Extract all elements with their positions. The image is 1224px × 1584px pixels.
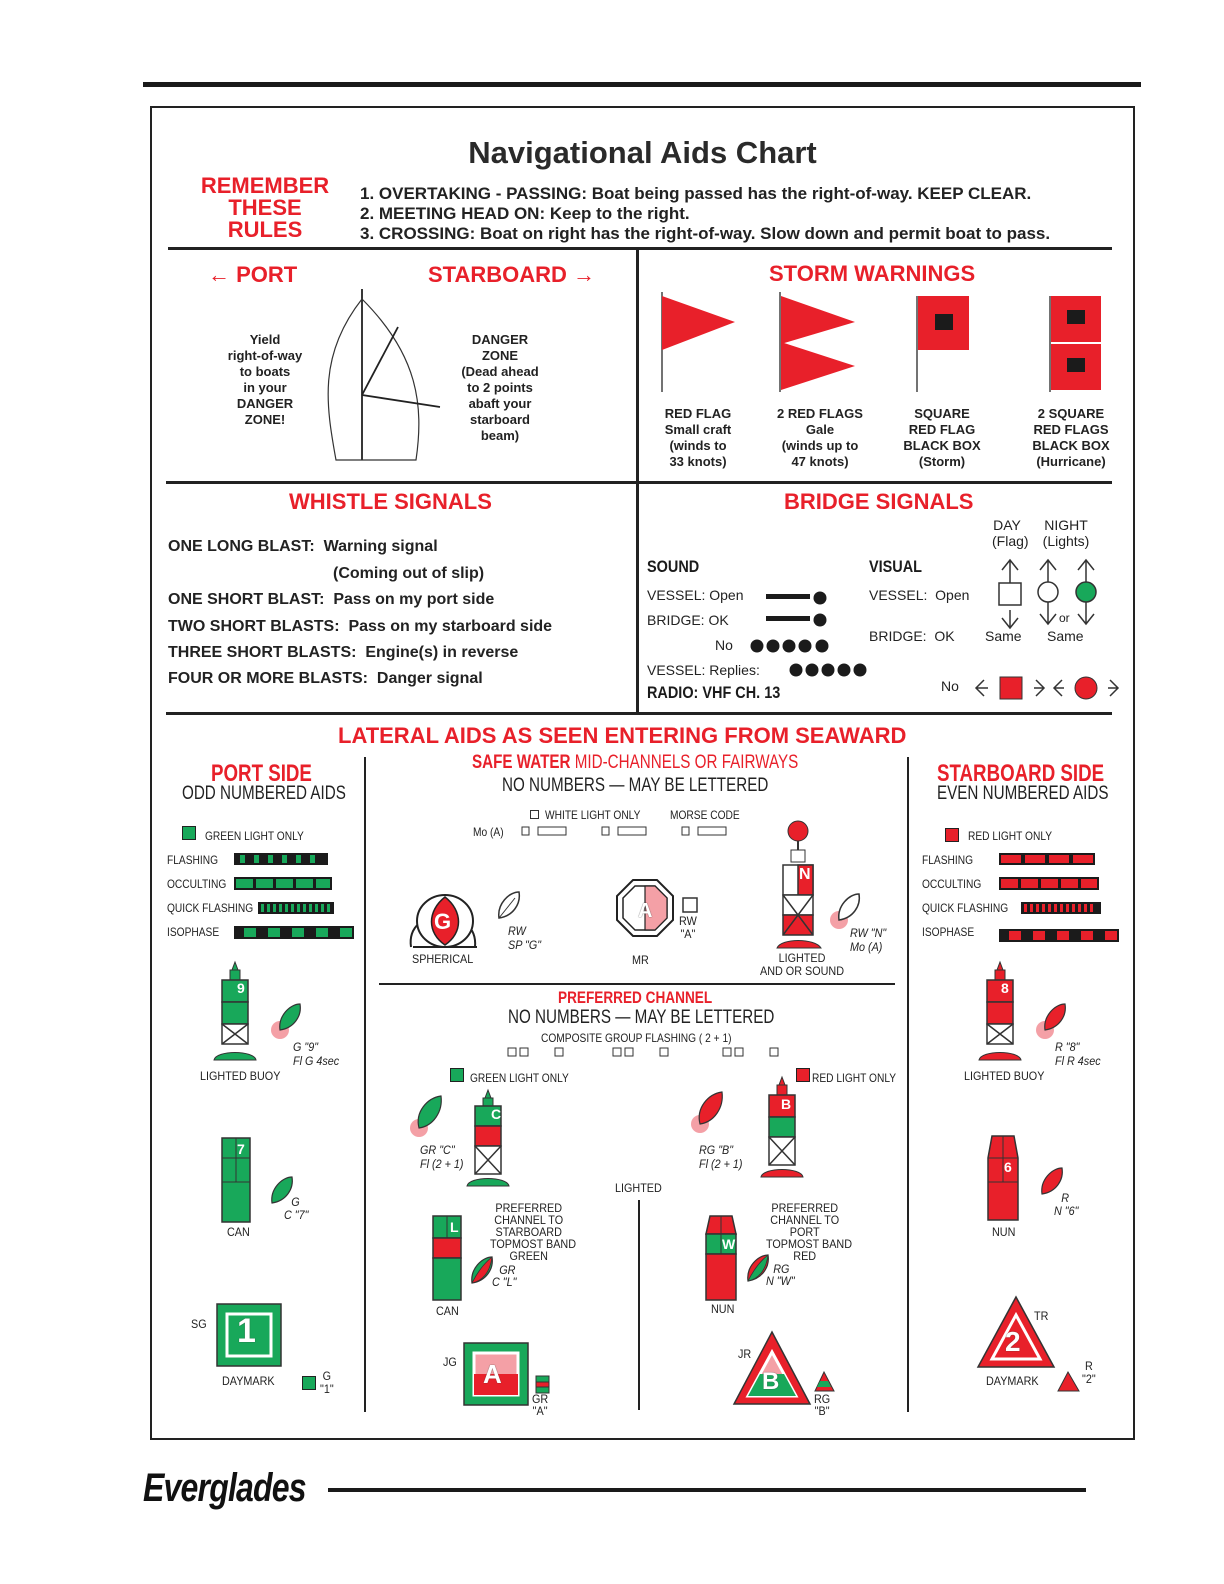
divider	[166, 481, 1112, 484]
red-mini-daymark-icon	[1057, 1371, 1081, 1393]
daymark-label: DAYMARK	[986, 1374, 1039, 1388]
r2-label	[1082, 1360, 1096, 1386]
caption-line: Small craft	[664, 422, 732, 437]
rwn-letter: N	[799, 866, 811, 883]
label-line: LIGHTED	[778, 951, 826, 965]
c7-letter: 7	[237, 1141, 245, 1157]
rw-n-label	[850, 926, 886, 954]
spherical-label: SPHERICAL	[412, 952, 474, 966]
label-line: PREFERRED	[495, 1201, 562, 1215]
label-line: "A"	[532, 1404, 548, 1418]
day-sub: (Flag)	[992, 533, 1029, 549]
label-line: GR "C"	[420, 1143, 455, 1157]
green-lighted-buoy-icon	[210, 960, 270, 1065]
top-rule	[143, 82, 1141, 87]
mr-label: MR	[632, 953, 649, 967]
storm-caption	[765, 406, 875, 470]
port-side-heading: PORT SIDE	[211, 760, 312, 787]
label-line: "1"	[320, 1382, 334, 1396]
vessel-open-label: VESSEL: Open	[647, 587, 744, 603]
note-line: starboard	[470, 412, 530, 427]
lighted-sound-buoy-icon	[775, 820, 855, 955]
divider	[364, 757, 366, 1412]
rhythm-label: ISOPHASE	[922, 925, 975, 939]
can-label: CAN	[227, 1225, 250, 1239]
visual-label: VISUAL	[869, 557, 922, 576]
label-line: C "7"	[284, 1208, 309, 1222]
mr-letter: A	[638, 900, 653, 922]
whistle-signal-row	[168, 644, 518, 662]
safe-water-bold: SAFE WATER	[472, 752, 571, 773]
footer-rule	[328, 1488, 1086, 1492]
note-line: beam)	[480, 428, 520, 443]
divider	[166, 712, 1112, 715]
label-line: RG "B"	[699, 1143, 734, 1157]
rhythm-label: OCCULTING	[167, 877, 227, 891]
signal-meaning: Warning signal	[323, 538, 438, 555]
nw-letter: W	[722, 1236, 736, 1252]
r8-letter: 8	[1001, 980, 1009, 996]
label-line: R	[1061, 1191, 1070, 1205]
label-line: "B"	[814, 1404, 830, 1418]
rhythm-label: ISOPHASE	[167, 925, 220, 939]
green-mini-daymark-icon	[302, 1376, 316, 1390]
pref-starboard-note	[490, 1201, 577, 1263]
daymark-label: DAYMARK	[222, 1374, 275, 1388]
starboard-side-sub: EVEN NUMBERED AIDS	[937, 783, 1109, 804]
whistle-signal-row	[168, 618, 552, 636]
port-label: PORT	[236, 262, 298, 287]
label-line: "A"	[680, 927, 696, 941]
rg-nun-buoy-icon	[703, 1214, 743, 1304]
label-line: Fl (2 + 1)	[699, 1157, 743, 1171]
vessel-word: VESSEL:	[869, 587, 928, 603]
grcl-label	[492, 1264, 516, 1288]
same-day-label: Same	[985, 628, 1022, 644]
composite-light-pattern	[505, 1046, 785, 1060]
two-square-red-flags-icon	[1050, 296, 1101, 392]
morse-light-pattern	[520, 825, 730, 839]
remember-line: RULES	[227, 217, 303, 242]
signal-meaning: Engine(s) in reverse	[365, 644, 519, 661]
label-line: GREEN	[509, 1249, 548, 1263]
safe-water-rest: MID-CHANNELS OR FAIRWAYS	[574, 752, 799, 773]
light-fixture-icon	[495, 890, 525, 922]
visual-no-label: No	[941, 678, 959, 694]
gra-label	[532, 1393, 548, 1417]
gc7-label	[284, 1196, 308, 1222]
storm-caption	[892, 406, 992, 470]
rhythm-label: FLASHING	[922, 853, 974, 867]
note-line: DANGER	[236, 396, 294, 411]
label-line: N "6"	[1054, 1204, 1079, 1218]
ok-word: OK	[934, 628, 955, 644]
label-line: G	[322, 1369, 332, 1383]
storm-caption	[1020, 406, 1122, 470]
danger-zone-note	[445, 332, 555, 444]
green-light-fixture-icon	[270, 1000, 310, 1040]
preferred-channel-heading: PREFERRED CHANNEL	[558, 988, 713, 1007]
label-line: TOPMOST BAND	[490, 1237, 577, 1251]
storm-warnings-heading: STORM WARNINGS	[769, 261, 976, 286]
red-light-icon	[1075, 677, 1097, 699]
caption-line: (Storm)	[918, 454, 966, 469]
lighted-buoy-label: LIGHTED BUOY	[200, 1069, 281, 1083]
radio-label: RADIO: VHF CH. 13	[647, 683, 781, 702]
signal-meaning: Pass on my port side	[333, 591, 495, 608]
rgnw-label	[766, 1263, 795, 1287]
note-line: in your	[243, 380, 287, 395]
square-red-flag-icon	[917, 296, 969, 392]
storm-flags	[655, 292, 1115, 402]
open-word: Open	[935, 587, 970, 603]
visual-signal-marks	[990, 556, 1130, 706]
grc-letter: C	[491, 1106, 502, 1122]
red-flag-signal-icon	[1000, 677, 1022, 699]
rw-a-label	[679, 915, 697, 941]
caption-line: RED FLAG	[908, 422, 976, 437]
r8-label	[1055, 1040, 1101, 1068]
label-line: Mo (A)	[850, 940, 883, 954]
pref-port-note	[766, 1201, 853, 1263]
lateral-aids-heading: LATERAL AIDS AS SEEN ENTERING FROM SEAWARD	[338, 723, 907, 748]
label-line: RED	[793, 1249, 817, 1263]
label-line: R "8"	[1055, 1040, 1080, 1054]
caption-line: RED FLAG	[664, 406, 732, 421]
composite-flashing-label: COMPOSITE GROUP FLASHING ( 2 + 1)	[541, 1031, 732, 1045]
jg-label: JG	[443, 1355, 457, 1369]
note-line: (Dead ahead	[461, 364, 539, 379]
g9-label	[293, 1040, 339, 1068]
or-label: or	[1059, 611, 1070, 625]
rhythm-label: OCCULTING	[922, 877, 982, 891]
rg-mini-daymark-icon	[814, 1371, 836, 1393]
open-flag-icon	[999, 583, 1021, 605]
grc-label	[420, 1143, 464, 1171]
caption-line: (winds to	[669, 438, 727, 453]
whistle-signal-row	[168, 538, 438, 556]
caption-line: 2 SQUARE	[1037, 406, 1105, 421]
no-label: No	[715, 637, 733, 653]
lighted-buoy-label: LIGHTED BUOY	[964, 1069, 1045, 1083]
caption-line: (Hurricane)	[1036, 454, 1106, 469]
rgb2-label	[814, 1393, 830, 1417]
port-heading: ← PORT	[208, 262, 298, 287]
divider	[636, 483, 639, 713]
label-line: STARBOARD	[495, 1225, 562, 1239]
label-line: PREFERRED	[771, 1201, 838, 1215]
spherical-letter: G	[434, 909, 452, 934]
rgb-label	[699, 1143, 743, 1171]
label-line: CHANNEL TO	[770, 1213, 840, 1227]
starboard-side-heading: STARBOARD SIDE	[937, 760, 1105, 787]
can-label: CAN	[436, 1304, 459, 1318]
visual-vessel-label	[869, 587, 969, 603]
whistle-signals-heading: WHISTLE SIGNALS	[289, 489, 492, 514]
red-light-fixture-icon	[1035, 1000, 1075, 1040]
day-text: DAY	[993, 517, 1021, 533]
remember-line: REMEMBER	[200, 173, 330, 198]
divider	[907, 757, 909, 1412]
note-line: abaft your	[468, 396, 532, 411]
caption-line: 2 RED FLAGS	[777, 406, 863, 421]
red-light-swatch	[945, 828, 959, 842]
rule-overtaking: 1. OVERTAKING - PASSING: Boat being passed has the right-of-way. KEEP CLEAR.	[360, 184, 1032, 203]
caption-line: SQUARE	[914, 406, 970, 421]
label-line: C "L"	[492, 1275, 517, 1289]
green-light-swatch	[450, 1068, 464, 1082]
g1-label	[320, 1370, 334, 1396]
signal-meaning: Danger signal	[376, 670, 483, 687]
d1-letter: 1	[237, 1312, 256, 1350]
red-lighted-buoy-icon	[975, 960, 1035, 1065]
note-line: ZONE	[481, 348, 519, 363]
label-line: Fl (2 + 1)	[420, 1157, 464, 1171]
red-nun-buoy-icon	[984, 1134, 1024, 1224]
white-light-icon	[1038, 582, 1058, 602]
divider	[636, 249, 639, 481]
light-fixture-icon	[825, 890, 865, 930]
nun-label: NUN	[711, 1302, 735, 1316]
caption-line: 47 knots)	[791, 454, 849, 469]
sg-label: SG	[191, 1317, 207, 1331]
lighted-label: LIGHTED	[615, 1181, 662, 1195]
gr-lighted-buoy-icon	[463, 1088, 523, 1188]
label-line: G "9"	[293, 1040, 319, 1054]
caption-line: RED FLAGS	[1033, 422, 1109, 437]
rhythm-label: QUICK FLASHING	[167, 901, 254, 915]
two-red-flags-icon	[780, 292, 855, 392]
green-light-rhythms	[230, 850, 360, 950]
safe-water-sub: NO NUMBERS — MAY BE LETTERED	[502, 775, 769, 796]
label-line: N "W"	[766, 1274, 795, 1288]
caption-line: Gale	[805, 422, 835, 437]
caption-line: BLACK BOX	[903, 438, 981, 453]
signal-label: TWO SHORT BLASTS:	[168, 618, 340, 635]
label-line: RW	[679, 914, 697, 928]
rg-lighted-buoy-icon	[757, 1075, 817, 1180]
label-line: R	[1084, 1359, 1093, 1373]
label-line: SP "G"	[508, 938, 542, 952]
whistle-signal-row	[333, 565, 484, 583]
note-line: ZONE!	[244, 412, 286, 427]
note-line: to 2 points	[467, 380, 533, 395]
note-line: Yield	[249, 332, 281, 347]
nun-label: NUN	[992, 1225, 1016, 1239]
signal-label: ONE LONG BLAST:	[168, 538, 315, 555]
rhythm-label: FLASHING	[167, 853, 219, 867]
signal-label: FOUR OR MORE BLASTS:	[168, 670, 368, 687]
port-side-sub: ODD NUMBERED AIDS	[182, 783, 346, 804]
ja-letter: A	[483, 1359, 502, 1389]
vessel-replies-label: VESSEL: Replies:	[647, 662, 760, 678]
red-light-fixture-icon	[688, 1086, 728, 1136]
night-label	[1040, 517, 1092, 549]
day-label	[992, 517, 1029, 549]
rw-sp-label	[508, 924, 541, 952]
sound-label: SOUND	[647, 557, 700, 576]
signal-meaning: (Coming out of slip)	[333, 565, 485, 582]
cl-letter: L	[450, 1219, 459, 1235]
green-light-only-label: GREEN LIGHT ONLY	[470, 1071, 569, 1085]
rule-crossing: 3. CROSSING: Boat on right has the right-of-way. Slow down and permit boat to pass.	[360, 224, 1051, 243]
remember-rules-label	[190, 175, 340, 241]
label-line: CHANNEL TO	[494, 1213, 564, 1227]
caption-line: (winds up to	[781, 438, 859, 453]
red-flag-icon	[662, 292, 735, 392]
g9-letter: 9	[237, 980, 245, 996]
boat-hull-diagram	[320, 285, 450, 465]
same-night-label: Same	[1047, 628, 1084, 644]
label-line: RW "N"	[850, 926, 887, 940]
divider	[168, 247, 1112, 250]
night-text: NIGHT	[1044, 517, 1088, 533]
night-sub: (Lights)	[1042, 533, 1090, 549]
label-line: RG	[814, 1392, 831, 1406]
green-light-fixture-icon	[405, 1090, 445, 1140]
bridge-word: BRIDGE:	[869, 628, 927, 644]
red-light-only-label: RED LIGHT ONLY	[968, 829, 1053, 843]
signal-meaning: Pass on my starboard side	[348, 618, 553, 635]
caption-line: BLACK BOX	[1032, 438, 1110, 453]
signal-label: THREE SHORT BLASTS:	[168, 644, 357, 661]
green-light-swatch	[182, 826, 196, 840]
jr-label: JR	[738, 1347, 752, 1361]
green-light-icon	[1076, 582, 1096, 602]
rgb-letter: B	[781, 1096, 792, 1112]
bridge-signals-heading: BRIDGE SIGNALS	[784, 489, 974, 514]
label-line: RW	[508, 924, 526, 938]
caption-line: 33 knots)	[669, 454, 727, 469]
mo-a-label: Mo (A)	[473, 825, 504, 839]
lighted-sound-label	[760, 952, 844, 978]
bridge-ok-label: BRIDGE: OK	[647, 612, 729, 628]
green-light-only-label: GREEN LIGHT ONLY	[205, 829, 304, 843]
white-light-only-label: WHITE LIGHT ONLY	[545, 808, 641, 822]
label-line: Fl G 4sec	[293, 1054, 340, 1068]
label-line: PORT	[789, 1225, 820, 1239]
label-line: G	[291, 1195, 300, 1209]
safe-water-heading	[472, 752, 798, 774]
red-light-rhythms	[995, 850, 1125, 950]
red-light-only-label: RED LIGHT ONLY	[812, 1071, 897, 1085]
note-line: DANGER	[471, 332, 529, 347]
starboard-label: STARBOARD	[428, 262, 567, 287]
rule-meeting: 2. MEETING HEAD ON: Keep to the right.	[360, 204, 690, 223]
rn6-label	[1054, 1192, 1078, 1218]
tr-label: TR	[1034, 1309, 1049, 1323]
d2-letter: 2	[1005, 1326, 1021, 1357]
label-line: "2"	[1082, 1372, 1096, 1386]
label-line: GR	[499, 1263, 516, 1277]
label-line: AND OR SOUND	[760, 964, 845, 978]
note-line: right-of-way	[227, 348, 303, 363]
footer-brand: Everglades	[143, 1466, 306, 1510]
storm-caption	[648, 406, 748, 470]
visual-bridge-label	[869, 628, 955, 644]
whistle-signal-row	[168, 591, 494, 609]
jb-letter: B	[762, 1368, 780, 1395]
rhythm-label: QUICK FLASHING	[922, 901, 1009, 915]
preferred-channel-sub: NO NUMBERS — MAY BE LETTERED	[508, 1007, 775, 1028]
note-line: to boats	[239, 364, 291, 379]
white-light-swatch	[530, 810, 539, 819]
n6-letter: 6	[1004, 1159, 1012, 1175]
whistle-signal-row	[168, 670, 483, 688]
starboard-heading: STARBOARD →	[428, 262, 596, 287]
label-line: Fl R 4sec	[1055, 1054, 1101, 1068]
sound-signal-marks	[760, 586, 880, 686]
yield-note	[205, 332, 325, 428]
signal-label: ONE SHORT BLAST:	[168, 591, 325, 608]
remember-line: THESE	[228, 195, 302, 220]
page-title: Navigational Aids Chart	[468, 135, 817, 170]
label-line: TOPMOST BAND	[766, 1237, 853, 1251]
label-line: RG	[773, 1262, 790, 1276]
gr-can-buoy-icon	[430, 1214, 466, 1304]
divider	[638, 1200, 640, 1410]
label-line: GR	[532, 1392, 549, 1406]
divider	[379, 983, 895, 985]
morse-code-label: MORSE CODE	[670, 808, 740, 822]
